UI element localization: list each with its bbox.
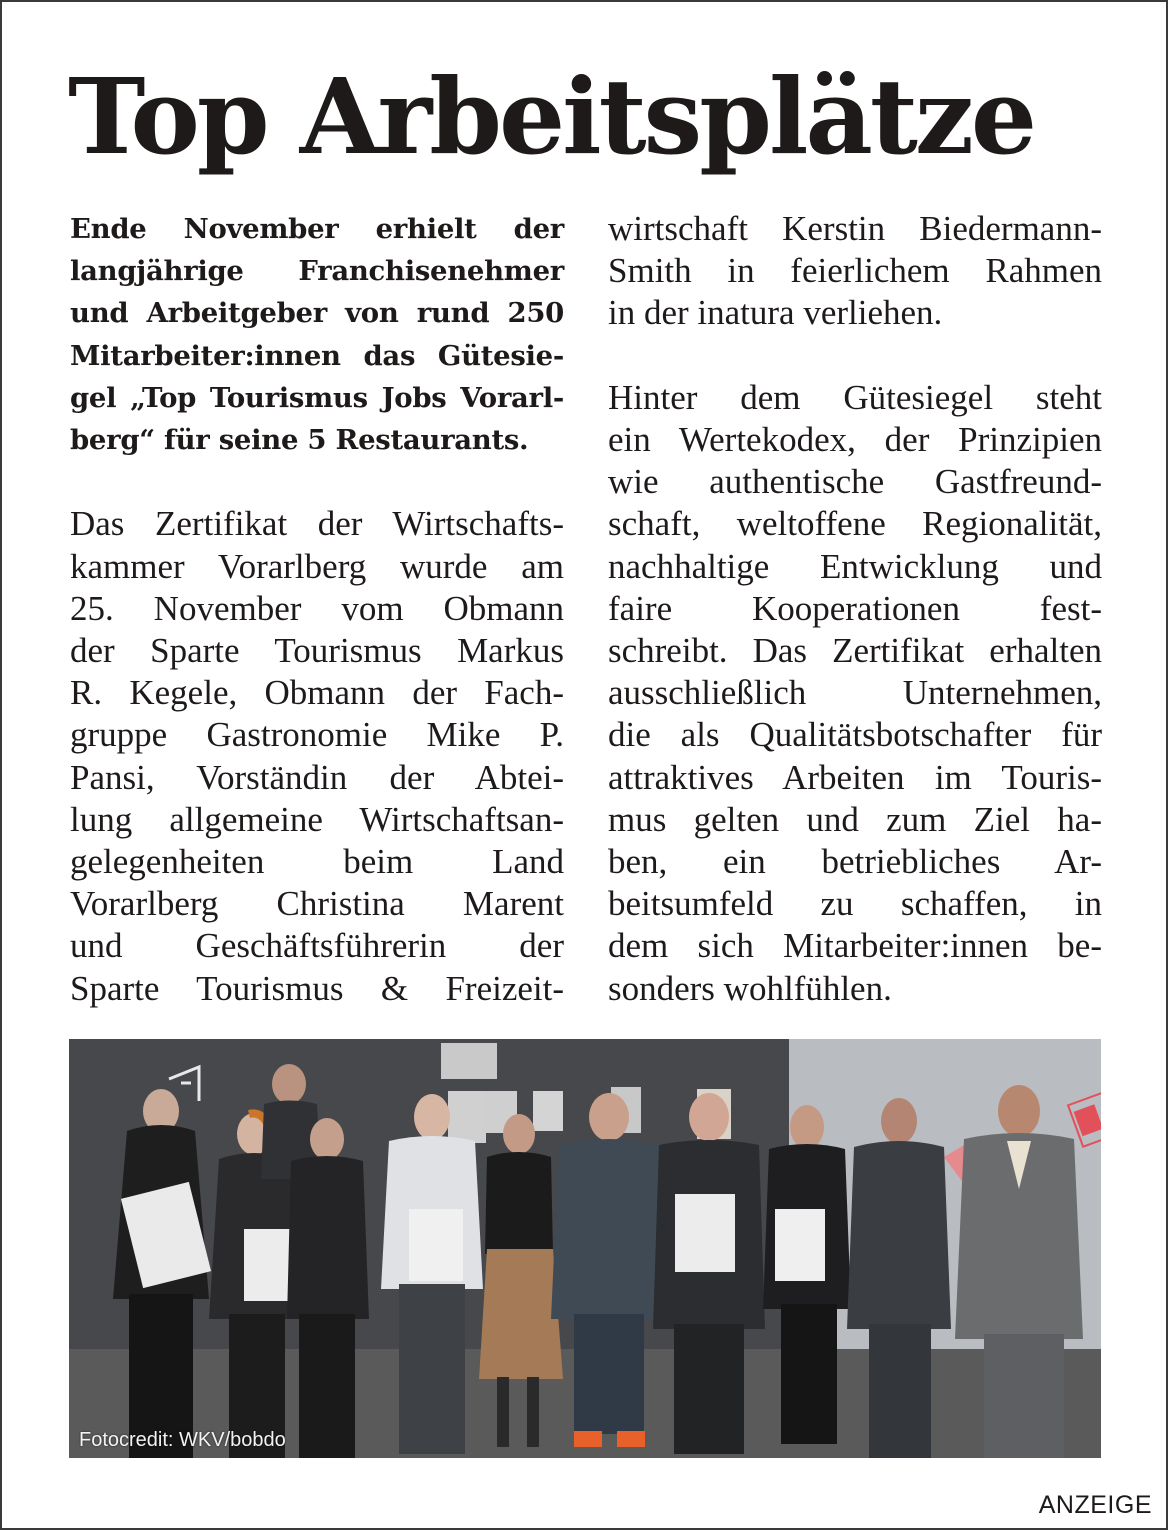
body-line: lung allgemeine Wirtschaftsan- — [70, 799, 564, 839]
body-line: und Geschäftsführerin der — [70, 926, 564, 966]
body-line: wie authentische Gastfreund- — [608, 462, 1102, 502]
body-line: sonders wohlfühlen. — [608, 968, 892, 1008]
body-line: beitsumfeld zu schaffen, in — [608, 884, 1102, 924]
body-line: der Sparte Tourismus Markus — [70, 631, 564, 671]
body-line: gelegenheiten beim Land — [70, 842, 564, 882]
body-paragraph-1 — [70, 503, 564, 1009]
paragraph-gap — [608, 335, 1102, 377]
body-line: schreibt. Das Zertifikat erhalten — [608, 631, 1102, 671]
body-line: ausschließlich Unternehmen, — [608, 673, 1102, 713]
body-line: nachhaltige Entwicklung und — [608, 546, 1102, 586]
body-line: ein Wertekodex, der Prinzipien — [608, 420, 1102, 459]
body-line: Das Zertifikat der Wirtschafts- — [70, 504, 564, 544]
body-line: in der inatura verliehen. — [608, 293, 943, 333]
body-line: kammer Vorarlberg wurde am — [70, 546, 564, 586]
body-line: ben, ein betriebliches Ar- — [608, 842, 1102, 882]
body-line: Sparte Tourismus & Freizeit- — [70, 968, 564, 1008]
body-line: faire Kooperationen fest- — [608, 588, 1102, 628]
body-line: R. Kegele, Obmann der Fach- — [70, 673, 564, 713]
lead-paragraph — [70, 208, 564, 461]
body-line: attraktives Arbeiten im Touris- — [608, 757, 1102, 797]
body-line: Pansi, Vorständin der Abtei- — [70, 757, 564, 797]
lead-line: Mitarbeiter:innen das Gütesie- — [70, 339, 564, 372]
lead-line: langjährige Franchisenehmer — [70, 255, 564, 288]
column-left — [70, 208, 564, 1010]
body-line: schaft, weltoffene Regionalität, — [608, 504, 1102, 544]
body-paragraph-1-continued — [608, 208, 1102, 335]
advertisement-label: ANZEIGE — [1038, 1491, 1152, 1519]
body-line: mus gelten und zum Ziel ha- — [608, 799, 1102, 839]
body-line: 25. November vom Obmann — [70, 588, 564, 628]
body-line: dem sich Mitarbeiter:innen be- — [608, 926, 1102, 966]
body-line: Hinter dem Gütesiegel steht — [608, 377, 1102, 417]
body-line: die als Qualitätsbotschafter für — [608, 715, 1102, 755]
wall-frame — [533, 1091, 563, 1131]
photo-illustration — [69, 1039, 1101, 1458]
wall-frame — [441, 1043, 497, 1079]
wall-frame — [448, 1091, 486, 1143]
lead-line: berg“ für seine 5 Restaurants. — [70, 424, 529, 457]
body-line: wirtschaft Kerstin Biedermann- — [608, 209, 1102, 248]
body-line: Smith in feierlichem Rahmen — [608, 251, 1102, 291]
body-line: gruppe Gastronomie Mike P. — [70, 715, 564, 755]
lead-line: Ende November erhielt der — [70, 213, 564, 245]
paragraph-gap — [70, 461, 564, 503]
lead-line: und Arbeitgeber von rund 250 — [70, 297, 564, 330]
body-line: Vorarlberg Christina Marent — [70, 884, 564, 924]
group-photo — [69, 1039, 1101, 1458]
lead-line: gel „Top Tourismus Jobs Vorarl- — [70, 381, 564, 414]
body-paragraph-2 — [608, 377, 1102, 1010]
article-title: Top Arbeitsplätze — [68, 55, 1035, 178]
photo-credit: Fotocredit: WKV/bobdo — [79, 1429, 286, 1451]
column-right — [608, 208, 1102, 1010]
